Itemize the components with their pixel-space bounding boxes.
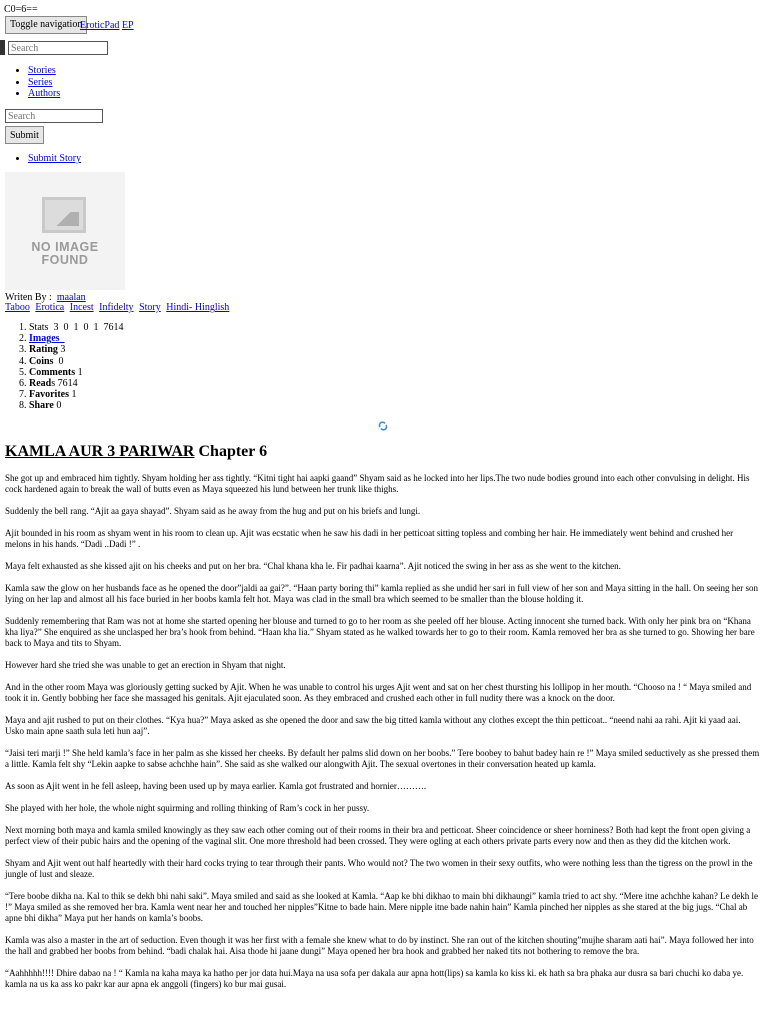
images-item xyxy=(29,333,123,344)
story-paragraph: “Tere boobe dikha na. Kal to thik se dekh bhi nahi saki”. Maya smiled and said as she looked at Kamla. “Aap ke bhi dikhao to main bhi dikhaungi” kamla tried to act shy. “Mere itne achchhe kahan? Le dekh le !” Maya smiled as she removed her bra. Kamla went near her and touched her nipples”Kitne to bade hain. Mere nipple itne bade nahin hain” Kamla pinched her nipples as she stared at the big jugs. “Chal ab apne bhi dikha” Maya put her hands on kamla’s boobs. xyxy=(5,891,759,923)
toggle-navigation-button[interactable]: Toggle navigation xyxy=(5,16,87,34)
story-paragraph: Shyam and Ajit went out half heartedly with their hard cocks trying to tear through their pants. Who would not? The two women in their sexy outfits, who were nothing less than the tigress on the prowl in the jungle of lust and sleaze. xyxy=(5,858,753,879)
stats-list xyxy=(7,322,123,412)
no-image-placeholder xyxy=(5,172,125,290)
story-title xyxy=(5,443,267,461)
tag-link[interactable]: Erotica xyxy=(35,302,65,313)
menu-link-authors[interactable]: Authors xyxy=(28,88,61,99)
submit-button[interactable]: Submit xyxy=(5,126,44,144)
tag-link[interactable]: Story xyxy=(139,302,161,313)
story-paragraph: She played with her hole, the whole night squirming and rolling thinking of Ram’s cock in her pussy. xyxy=(5,803,370,813)
tag-link[interactable]: Infidelty xyxy=(99,302,134,313)
story-paragraph: She got up and embraced him tightly. Shyam holding her ass tightly. “Kitni tight hai aapki gaand” Shyam said as he locked into her lips.The two nude bodies ground into each other convulsing in delight. His cock hardened again to break the wall of butts even as Maya squeezed his lund between her trunk like thighs. xyxy=(5,473,750,494)
story-paragraph: As soon as Ajit went in he fell asleep, having been used up by maya earlier. Kamla got frustrated and hornier………. xyxy=(5,781,427,791)
menu-link-series[interactable]: Series xyxy=(28,76,53,88)
tag-list xyxy=(5,302,232,313)
tag-link[interactable]: Hindi- Hinglish xyxy=(166,302,230,313)
submit-story-list xyxy=(11,153,81,164)
loading-spinner-icon xyxy=(378,421,388,431)
story-paragraph: Kamla saw the glow on her husbands face as he opened the door”jaldi aa gai?”. “Haan party boring thi” kamla replied as she undid her sari in full view of her son and Maya sitting in the hall. On seeing her son lying on her lap and almost all his face buried in her boobs kamla felt hot. Maya was clad in the small bra which seemed to be smaller than the blouse holding it. xyxy=(5,583,759,604)
menu-item-stories xyxy=(28,65,60,77)
menu-item-authors xyxy=(28,88,60,100)
story-paragraph: Next morning both maya and kamla smiled knowingly as they saw each other coming out of their rooms in their bra and petticoat. Sheer coincidence or sheer horniness? Both had kept the front open giving a perfect view of their pubic hairs and the opening of the vaginal slit. One more threshold had been crossed. They were ogling at each others private parts every now and then as they did the kitchen work. xyxy=(5,825,751,846)
favorites-item: 7. Favorites 1 xyxy=(29,389,123,400)
stats-summary: 1. Stats 3 0 1 0 1 7614 xyxy=(29,322,123,333)
reads-item: 6. Reads 7614 xyxy=(29,378,123,389)
story-title-main: KAMLA AUR 3 PARIWAR xyxy=(5,443,195,460)
submit-story-link[interactable]: Submit Story xyxy=(28,153,82,164)
story-paragraph: Maya and ajit rushed to put on their clothes. “Kya hua?” Maya asked as she opened the door and saw the big titted kamla without any clothes except the thin petticoat.. “neend nahi aa rahi. Ajit ki yaad aai. Usko main apne saath sula leti hun aaj”. xyxy=(5,715,741,736)
comments-item: 5. Comments 1 xyxy=(29,367,123,378)
story-paragraph: However hard she tried she was unable to get an erection in Shyam that night. xyxy=(5,660,286,670)
story-paragraph: Suddenly remembering that Ram was not at home she started opening her blouse and turned to go to her room as she peeled off her blouse. Acting innocent she turned back. With only her pink bra on “Khana kha liya?” She enquired as she unclasped her bra’s hook from behind. “Haan kha lia.” Shyam stated as he walked towards her to go to their room. Kamla removed her bra as she turned to go. Showing her bare back to Maya and tits to Shyam. xyxy=(5,616,755,648)
written-by-label: Writen By : xyxy=(5,292,52,303)
image-icon xyxy=(42,197,86,233)
main-menu xyxy=(11,65,60,100)
story-chapter: Chapter 6 xyxy=(198,443,268,460)
story-paragraph: Kamla was also a master in the art of seduction. Even though it was her first with a female she knew what to do by instinct. She ran out of the kitchen shouting”mujhe sharam aati hai”. Maya followed her into the hall and grabbed her boobs from behind. “badi chalak hai. Aisa thode hi jaane dungi” Maya opened her bra hook and grabbed her naked tits not bothering to remove the bra. xyxy=(5,935,754,956)
menu-link-stories[interactable]: Stories xyxy=(28,65,56,76)
images-link[interactable]: Images xyxy=(29,333,60,345)
author-link[interactable]: maalan xyxy=(56,292,86,303)
story-paragraph: And in the other room Maya was gloriously getting sucked by Ajit. When he was unable to control his urges Ajit went and sat on her chest thursting his lollipop in her mouth. “Chooso na ! “ Maya smiled and took it in. Gently bobbing her face she massaged his genitals. Ajit ejaculated soon. As they embraced and crushed each other in full nudity there was a knock on the door. xyxy=(5,682,752,703)
site-name-link[interactable]: EroticPad xyxy=(80,20,120,31)
no-image-line2: FOUND xyxy=(41,253,89,267)
no-image-label xyxy=(5,241,125,267)
no-image-line1: NO IMAGE xyxy=(31,240,99,254)
story-body xyxy=(5,473,761,1001)
menu-item-series xyxy=(28,77,60,89)
tag-link[interactable]: Taboo xyxy=(5,302,30,313)
rating-item: 3. Rating 3 xyxy=(29,344,123,355)
site-links xyxy=(80,20,134,31)
coins-item: 4. Coins 0 xyxy=(29,356,123,367)
sidebar-edge xyxy=(0,40,5,55)
site-suffix-link[interactable]: EP xyxy=(121,20,134,31)
search-input[interactable] xyxy=(5,109,103,123)
top-search-input[interactable] xyxy=(8,41,108,55)
tag-link[interactable]: Incest xyxy=(69,302,94,313)
story-paragraph: “Jaisi teri marji !” She held kamla’s face in her palm as she kissed her cheeks. By default her palms slid down on her boobs.” Tere boobey to bahut badey hain re !” Maya smiled seductively as she pressed them a little. Kamla felt shy “Lekin aapke to sabse achchhe hain”. She said as she walked our alongwith Ajit. The sexual overtones in their conversation heated up kamla. xyxy=(5,748,760,769)
story-paragraph: Maya felt exhausted as she kissed ajit on his cheeks and put on her bra. “Chal khana kha le. Fir padhai kaarna”. Ajit noticed the swing in her ass as she went to the kitchen. xyxy=(5,561,621,571)
brand-text: C0=6== xyxy=(4,4,38,15)
story-paragraph: Suddenly the bell rang. “Ajit aa gaya shayad”. Shyam said as he away from the hug and put on his briefs and lungi. xyxy=(5,506,421,516)
share-item: 8. Share 0 xyxy=(29,400,123,411)
submit-story-item xyxy=(28,153,81,164)
story-paragraph: Ajit bounded in his room as shyam went in his room to clean up. Ajit was ecstatic when he saw his dadi in her petticoat sitting topless and combing her hair. He immediately went behind and crushed her melons in his hands. “Dadi ..Dadi !” . xyxy=(5,528,734,549)
story-paragraph: “Aahhhhh!!!! Dhire dabao na ! “ Kamla na kaha maya ka hatho per jor data hui.Maya na usa sofa per dakala aur apna hott(lips) sa kamla ko kiss ki. ek hath sa bra phaka aur dusra sa bari chuchi ko daba ye. kamla na us ka ass ko pakr kar aur apna ek anggoli (fingers) ko bur mai gusai. xyxy=(5,968,744,989)
